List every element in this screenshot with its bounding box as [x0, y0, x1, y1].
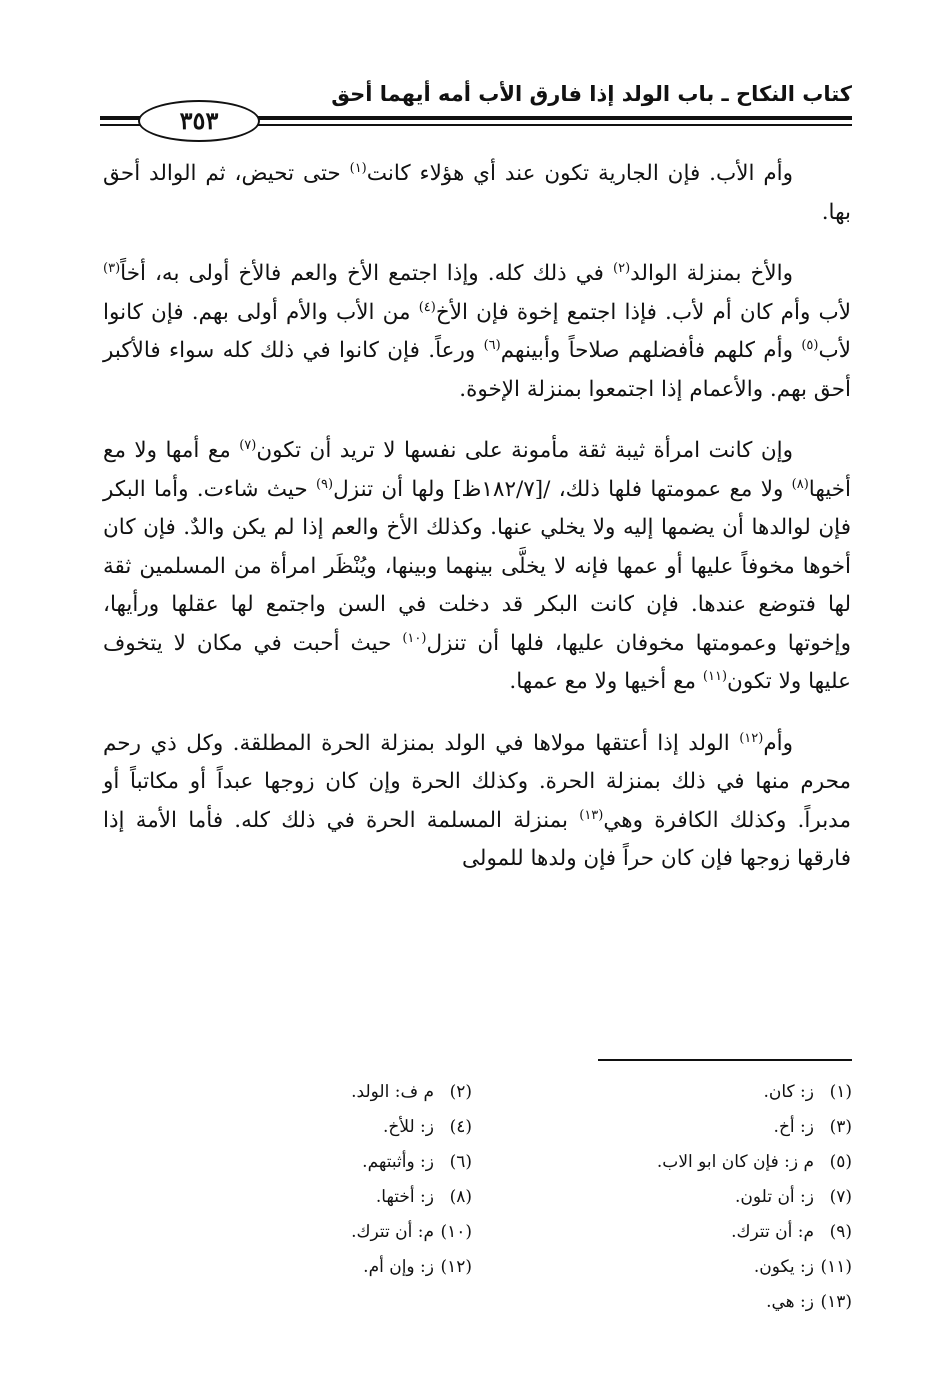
- text-segment: الولد إذا أعتقها مولاها في الولد بمنزلة الحرة المطلقة. وكل ذي رحم محرم منها في ذلك بمنزلة الحرة. وكذلك الحرة وإن كان زوجها عبداً أو مكاتباً أو مدبراً. وكذلك الكافرة وهي: [103, 730, 851, 833]
- footnote-text: م ف: الولد.: [351, 1082, 434, 1102]
- footnote-marker: (٩): [315, 476, 334, 492]
- footnote-item: [520, 1180, 852, 1215]
- footnote-item: [520, 1250, 852, 1285]
- footnote-text: م: أن تترك.: [351, 1222, 434, 1242]
- footnote-item: [140, 1110, 472, 1145]
- footnote-number: (٩): [829, 1222, 852, 1242]
- footnotes-right-column: [520, 1075, 852, 1320]
- footnote-item: [140, 1145, 472, 1180]
- footnote-item: [140, 1180, 472, 1215]
- main-text: [103, 155, 851, 902]
- footnote-item: [140, 1215, 472, 1250]
- footnote-marker: (١٣): [579, 807, 604, 823]
- text-segment: بمنزلة المسلمة الحرة في ذلك كله. فأما الأمة إذا فارقها زوجها فإن كان حراً فإن ولدها للمولى: [103, 807, 851, 871]
- footnote-marker: (١٢): [739, 730, 764, 746]
- paragraph: [103, 432, 851, 702]
- footnote-text: ز: وأثبتهم.: [362, 1152, 434, 1172]
- footnote-marker: (١١): [702, 668, 728, 684]
- footnote-number: (٢): [449, 1082, 472, 1102]
- footnote-marker: (٦): [483, 337, 501, 353]
- text-segment: حيث شاءت. وأما البكر فإن لوالدها أن يضمها إليه ولا يخلي عنها. وكذلك الأخ والعم إذا لم يكن والدٌ. فإن كان أخوها مخوفاً عليها أو عمها فإنه لا يخلَّى بينهما وبينها، ويُنْظَر امرأة من المسلمين ثقة لها فتوضع عندها. فإن كانت البكر قد دخلت في السن واجتمع لها عقلها ورأيها، وإخوتها وعمومتها مخوفان عليها، فلها أن تنزل: [103, 476, 851, 656]
- footnote-item: [520, 1215, 852, 1250]
- text-segment: ولا مع عمومتها فلها ذلك، /[١٨٢/٧ظ] ولها أن تنزل: [333, 476, 792, 502]
- footnote-marker: (٢): [613, 260, 631, 276]
- text-segment: وأم: [763, 730, 793, 756]
- footnote-text: ز: وإن أم.: [363, 1257, 434, 1277]
- footnote-number: (٧): [829, 1187, 852, 1207]
- footnote-marker: (٨): [791, 476, 809, 492]
- footnote-marker: (٧): [239, 437, 257, 453]
- footnote-marker: (٣): [103, 260, 121, 276]
- footnotes-left-column: [140, 1075, 472, 1285]
- footnote-number: (١١): [820, 1257, 852, 1277]
- text-segment: وأم الأب. فإن الجارية تكون عند أي هؤلاء كانت: [366, 161, 793, 186]
- page-header: [100, 70, 852, 135]
- paragraph: [103, 155, 851, 232]
- footnote-text: ز: للأخ.: [382, 1117, 434, 1137]
- page-number-oval: [138, 100, 260, 142]
- footnote-number: (٤): [449, 1117, 472, 1137]
- text-segment: ورعاً. فإن كانوا في ذلك كله سواء فالأكبر أحق بهم. والأعمام إذا اجتمعوا بمنزلة الإخوة.: [103, 338, 851, 402]
- text-segment: حتى تحيض، ثم الوالد أحق بها.: [103, 161, 851, 225]
- footnote-text: م ز: فإن كان ابو الاب.: [656, 1152, 814, 1172]
- text-segment: مع أمها ولا مع أخيها: [103, 438, 851, 502]
- text-segment: والأخ بمنزلة الوالد: [630, 261, 793, 286]
- footnote-text: ز: أختها.: [375, 1187, 434, 1207]
- footnote-text: ز: أن تلون.: [735, 1187, 814, 1207]
- text-segment: حيث أحبت في مكان لا يتخوف عليها ولا تكون: [103, 630, 851, 694]
- footnote-number: (١٣): [820, 1292, 852, 1312]
- footnote-item: [520, 1110, 852, 1145]
- paragraph: [103, 255, 851, 409]
- text-segment: من الأب والأم أولى بهم. فإن كانوا لأب: [103, 299, 851, 363]
- footnote-marker: (٥): [801, 337, 819, 353]
- footnote-number: (١): [829, 1082, 852, 1102]
- footnote-marker: (١): [349, 160, 367, 176]
- footnote-marker: (١٠): [402, 630, 427, 646]
- text-segment: وإن كانت امرأة ثيبة ثقة مأمونة على نفسها لا تريد أن تكون: [256, 438, 793, 463]
- footnote-number: (٦): [449, 1152, 472, 1172]
- paragraph: [103, 725, 851, 879]
- footnote-item: [140, 1075, 472, 1110]
- footnote-text: م: أن تترك.: [731, 1222, 814, 1242]
- footnote-text: ز: كان.: [763, 1082, 814, 1102]
- text-segment: مع أخيها ولا مع عمها.: [509, 669, 703, 694]
- footnote-separator: [598, 1059, 852, 1061]
- text-segment: لأب وأم كان أم لأب. فإذا اجتمع إخوة فإن الأخ: [435, 299, 851, 325]
- footnote-number: (١٢): [440, 1257, 472, 1277]
- footnote-text: ز: أخ.: [773, 1117, 814, 1137]
- footnote-number: (٥): [829, 1152, 852, 1172]
- footnote-item: [520, 1285, 852, 1320]
- footnote-item: [520, 1145, 852, 1180]
- footnote-item: [520, 1075, 852, 1110]
- page-number: ٣٥٣: [179, 106, 219, 135]
- footnote-number: (٣): [829, 1117, 852, 1137]
- footnote-marker: (٤): [418, 299, 436, 315]
- footnote-item: [140, 1250, 472, 1285]
- footnote-text: ز: هي.: [766, 1292, 814, 1312]
- running-title: كتاب النكاح ـ باب الولد إذا فارق الأب أمه أيهما أحق: [331, 82, 852, 106]
- footnote-text: ز: يكون.: [753, 1257, 814, 1277]
- text-segment: في ذلك كله. وإذا اجتمع الأخ والعم فالأخ أولى به، أخاً: [120, 261, 613, 286]
- footnote-number: (٨): [449, 1187, 472, 1207]
- text-segment: وأم كلهم فأفضلهم صلاحاً وأبينهم: [500, 338, 802, 363]
- footnote-number: (١٠): [440, 1222, 472, 1242]
